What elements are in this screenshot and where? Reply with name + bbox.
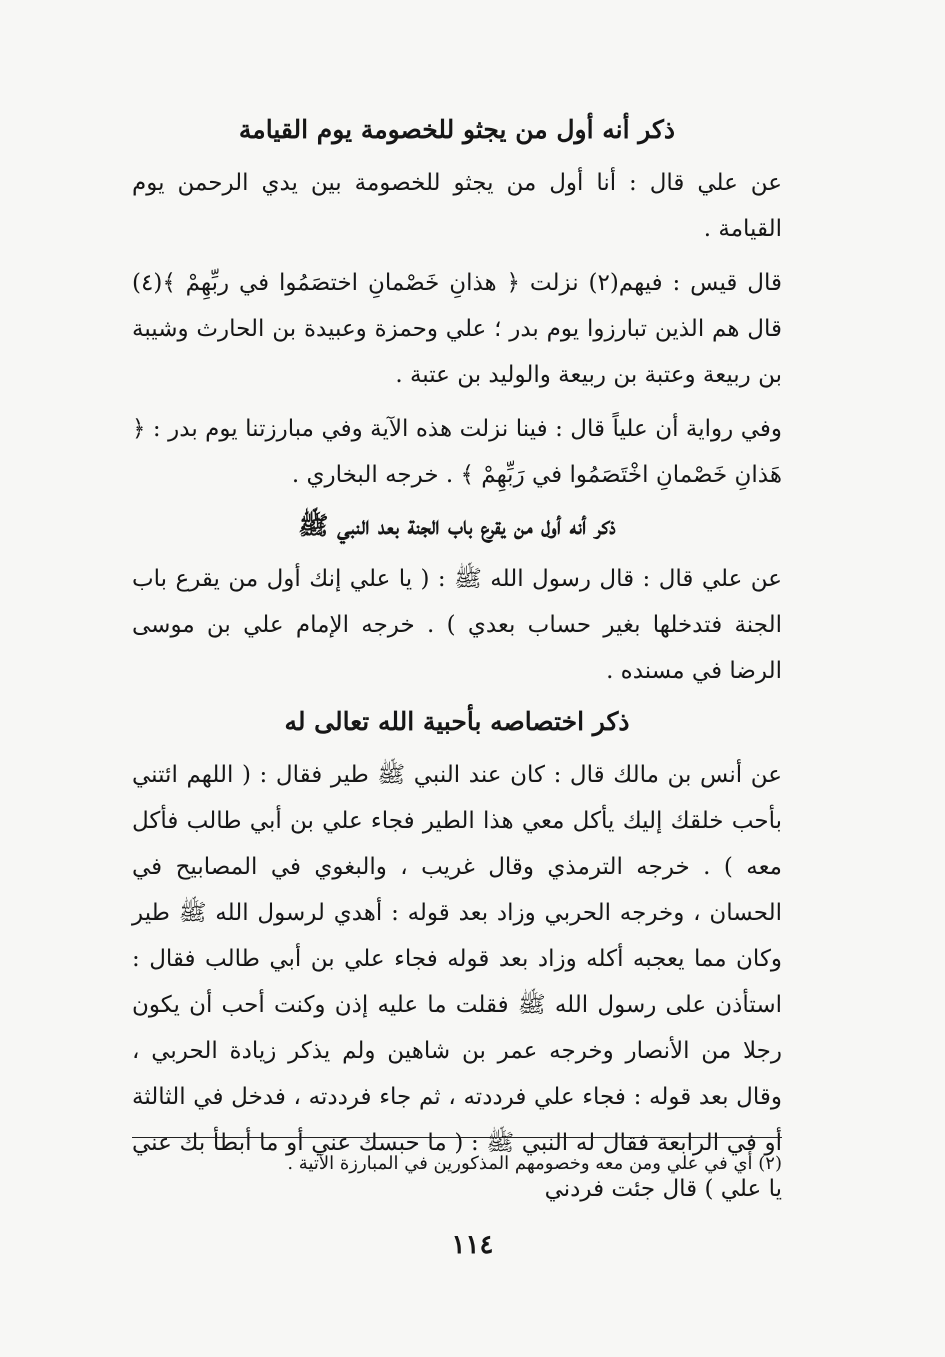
section-heading-beloved-of-god: ذكر اختصاصه بأحبية الله تعالى له xyxy=(284,707,630,736)
paragraph-bukhari-narration: وفي رواية أن علياً قال : فينا نزلت هذه الآية وفي مبارزتنا يوم بدر : ﴿ هَذانِ خَصْمانِ اخْتَصَمُوا في رَبِّهِمْ ﴾ . خرجه البخاري . xyxy=(132,416,782,488)
paragraph-qays-verse: قال قيس : فيهم(٢) نزلت ﴿ هذانِ خَصْمانِ اختصَمُوا في ربِّهِمْ ﴾(٤) قال هم الذين تبارزوا يوم بدر ؛ علي وحمزة وعبيدة بن الحارث وشيبة بن ربيعة وعتبة بن ربيعة والوليد بن عتبة . xyxy=(132,270,782,388)
section-heading-first-to-kneel: ذكر أنه أول من يجثو للخصومة يوم القيامة xyxy=(238,115,676,144)
page-number: ١١٤ xyxy=(451,1230,494,1260)
paragraph-ali-kneeling: عن علي قال : أنا أول من يجثو للخصومة بين يدي الرحمن يوم القيامة . xyxy=(132,170,782,242)
paragraph-paradise-gate: عن علي قال : قال رسول الله ﷺ : ( يا علي إنك أول من يقرع باب الجنة فتدخلها بغير حساب بعدي ) . خرجه الإمام علي بن موسى الرضا في مسنده . xyxy=(132,566,782,684)
section-heading-paradise-gate: ذكر أنه أول من يقرع باب الجنة بعد النبي ﷺ xyxy=(298,511,616,540)
page-body xyxy=(132,110,782,1220)
footnote-divider xyxy=(132,1137,782,1138)
paragraph-bird-hadith: عن أنس بن مالك قال : كان عند النبي ﷺ طير فقال : ( اللهم ائتني بأحب خلقك إليك يأكل معي هذا الطير فجاء علي بن أبي طالب فأكل معه ) . خرجه الترمذي وقال غريب ، والبغوي في المصابيح في الحسان ، وخرجه الحربي وزاد بعد قوله : أهدي لرسول الله ﷺ طير وكان مما يعجبه أكله وزاد بعد قوله فجاء علي بن أبي طالب فقال : استأذن على رسول الله ﷺ فقلت ما عليه إذن وكنت أحب أن يكون رجلا من الأنصار وخرجه عمر بن شاهين ولم يذكر زيادة الحربي ، وقال بعد قوله : فجاء علي فرددته ، ثم جاء فرددته ، فدخل في الثالثة أو في الرابعة فقال له النبي ﷺ : ( ما حبسك عني أو ما أبطأ بك عني يا علي ) قال جئت فردني xyxy=(132,762,782,1202)
footnote: (٢) أي في علي ومن معه وخصومهم المذكورين في المبارزة الآتية . xyxy=(287,1153,782,1174)
